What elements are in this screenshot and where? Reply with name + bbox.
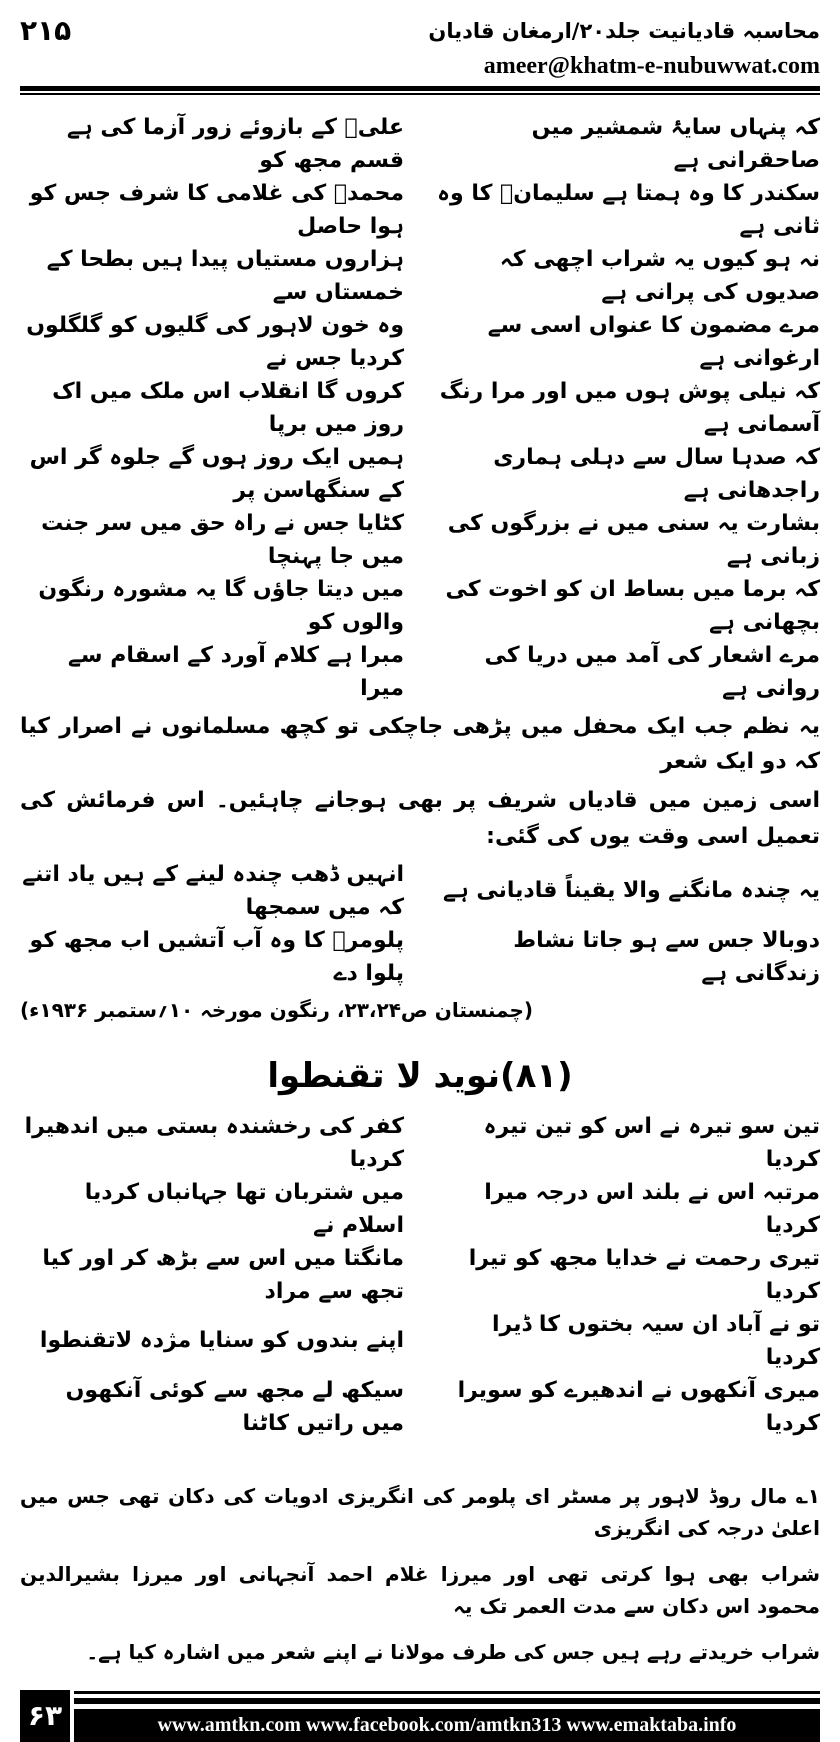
second-hemistich: کہ پنہاں سایۂ شمشیر میں صاحقرانی ہے (531, 115, 820, 173)
first-hemistich: کفر کی رخشندہ بستی میں اندھیرا کردیا (24, 1113, 404, 1172)
poem-3 (20, 1110, 820, 1440)
second-hemistich: تین سو تیرہ نے اس کو تین تیرہ کردیا (483, 1113, 820, 1172)
first-hemistich: ہزاروں مستیاں پیدا ہیں بطحا کے خمستاں سے (46, 247, 404, 305)
second-hemistich: میری آنکھوں نے اندھیرے کو سویرا کردیا (457, 1377, 820, 1436)
second-hemistich: مرے مضمون کا عنواں اسی سے ارغوانی ہے (487, 313, 820, 371)
first-hemistich: انہیں ڈھب چندہ لینے کے ہیں یاد اتنے کہ میں سمجھا (22, 861, 404, 920)
second-hemistich: مرتبہ اس نے بلند اس درجہ میرا کردیا (484, 1179, 820, 1238)
footer-rule (74, 1691, 820, 1694)
couplet (20, 1110, 820, 1176)
prose-line: یہ نظم جب ایک محفل میں پڑھی جاچکی تو کچھ مسلمانوں نے اصرار کیا کہ دو ایک شعر (20, 714, 820, 775)
couplet (20, 111, 820, 177)
second-hemistich: کہ صدہا سال سے دہلی ہماری راجدھانی ہے (493, 445, 820, 503)
second-hemistich: سکندر کا وہ ہمتا ہے سلیمانؑ کا وہ ثانی ہے (437, 181, 820, 239)
couplet (20, 507, 820, 573)
footnote-line: ۱؎ مال روڈ لاہور پر مسٹر ای پلومر کی انگریزی ادویات کی دکان تھی جس میں اعلیٰ درجہ کی انگریزی (20, 1483, 820, 1540)
first-hemistich: مبرا ہے کلام آورد کے اسقام سے میرا (68, 643, 404, 701)
first-hemistich: مانگتا میں اس سے بڑھ کر اور کیا تجھ سے مراد (42, 1245, 404, 1304)
second-hemistich: نہ ہو کیوں یہ شراب اچھی کہ صدیوں کی پرانی ہے (499, 247, 820, 305)
section-title: (۸۱)نوید لا تقنطوا (267, 1055, 573, 1096)
footer-right (74, 1691, 820, 1742)
citation-wrap (20, 998, 820, 1022)
second-hemistich: یہ چندہ مانگنے والا یقیناً قادیانی ہے (442, 878, 820, 904)
couplet (20, 1308, 820, 1374)
first-hemistich: اپنے بندوں کو سنایا مژدہ لاتقنطوا (39, 1328, 404, 1354)
couplet (20, 573, 820, 639)
poem-2 (20, 858, 820, 990)
citation: (چمنستان ص۲۳،۲۴، رنگون مورخہ ۱۰؍ستمبر ۱۹۳۶ء) (20, 997, 534, 1022)
couplet (20, 309, 820, 375)
poem-1 (20, 111, 820, 705)
couplet (20, 639, 820, 705)
first-hemistich: پلومرؔ کا وہ آب آتشیں اب مجھ کو پلوا دے (29, 927, 404, 986)
footer-page-number: ۶۳ (20, 1690, 70, 1742)
couplet (20, 177, 820, 243)
first-hemistich: میں دیتا جاؤں گا یہ مشورہ رنگون والوں کو (38, 577, 404, 635)
email-address: ameer@khatm-e-nubuwwat.com (483, 53, 820, 79)
first-hemistich: سیکھ لے مجھ سے کوئی آنکھوں میں راتیں کاٹنا (65, 1377, 404, 1436)
couplet (20, 375, 820, 441)
header-rule (20, 86, 820, 91)
first-hemistich: کٹایا جس نے راہ حق میں سر جنت میں جا پہنچا (41, 511, 404, 569)
first-hemistich: کروں گا انقلاب اس ملک میں اک روز میں برپا (52, 379, 404, 437)
second-hemistich: کہ برما میں بساط ان کو اخوت کی بچھانی ہے (445, 577, 820, 635)
second-hemistich: دوبالا جس سے ہو جاتا نشاط زندگانی ہے (513, 927, 820, 986)
first-hemistich: ہمیں ایک روز ہوں گے جلوہ گر اس کے سنگھاسن پر (29, 445, 404, 503)
page-footer (20, 1690, 820, 1742)
couplet (20, 1374, 820, 1440)
couplet (20, 243, 820, 309)
prose-line: اسی زمین میں قادیاں شریف پر بھی ہوجانے چاہئیں۔ اس فرمائش کی تعمیل اسی وقت یوں کی گئی: (20, 788, 820, 849)
footnote-line: شراب بھی ہوا کرتی تھی اور میرزا غلام احمد آنجہانی اور میرزا بشیرالدین محمود اس دکان سے مدت العمر تک یہ (20, 1561, 820, 1618)
couplet (20, 1242, 820, 1308)
footnotes (20, 1480, 820, 1668)
second-hemistich: بشارت یہ سنی میں نے بزرگوں کی زبانی ہے (447, 511, 820, 569)
book-title: محاسبہ قادیانیت جلد۲۰/ارمغان قادیان (428, 18, 820, 43)
second-hemistich: تو نے آباد ان سیہ بختوں کا ڈیرا کردیا (491, 1311, 820, 1370)
couplet (20, 1176, 820, 1242)
second-hemistich: تیری رحمت نے خدایا مجھ کو تیرا کردیا (468, 1245, 820, 1304)
header-rule-thin (20, 93, 820, 95)
page-header (20, 0, 820, 80)
footer-links: www.amtkn.com www.facebook.com/amtkn313 www.emaktaba.info (74, 1709, 820, 1742)
second-hemistich: مرے اشعار کی آمد میں دریا کی روانی ہے (484, 643, 820, 701)
first-hemistich: محمدؐ کی غلامی کا شرف جس کو ہوا حاصل (29, 181, 404, 239)
couplet (20, 858, 820, 924)
couplet (20, 441, 820, 507)
second-hemistich: کہ نیلی پوش ہوں میں اور مرا رنگ آسمانی ہے (439, 379, 820, 437)
footnote-line: شراب خریدتے رہے ہیں جس کی طرف مولانا نے اپنے شعر میں اشارہ کیا ہے۔ (86, 1639, 820, 1664)
couplet (20, 924, 820, 990)
footer-rule (74, 1698, 820, 1704)
first-hemistich: وہ خون لاہور کی گلیوں کو گلگلوں کردیا جس نے (26, 313, 404, 371)
first-hemistich: علیؓ کے بازوئے زور آزما کی ہے قسم مجھ کو (66, 115, 404, 173)
page-number: ۲۱۵ (20, 14, 72, 47)
first-hemistich: میں شتربان تھا جہانباں کردیا اسلام نے (84, 1179, 404, 1238)
